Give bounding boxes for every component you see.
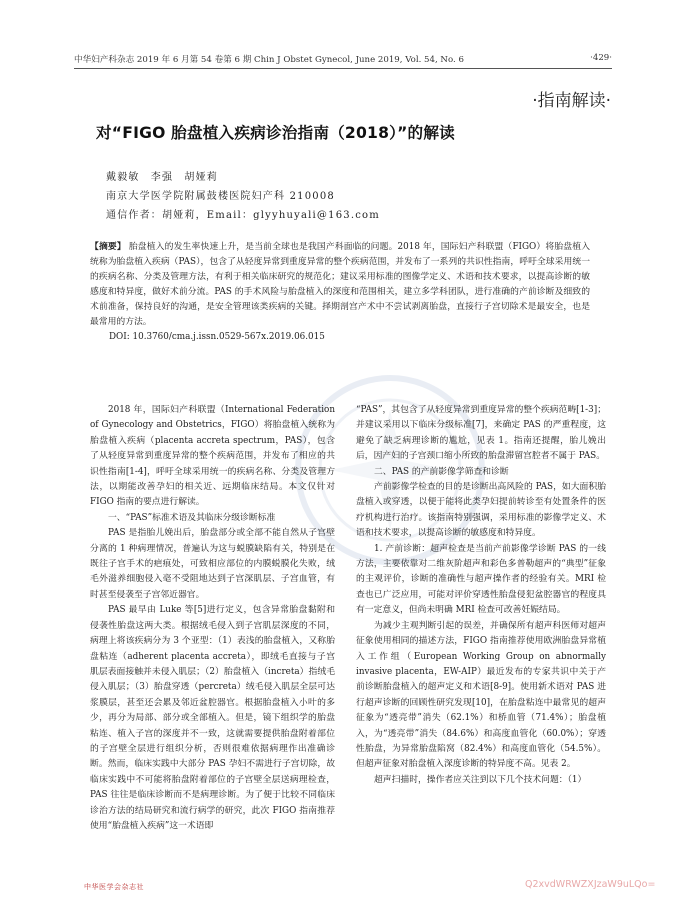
running-header xyxy=(74,50,612,69)
author-block xyxy=(106,168,380,225)
section-heading: 二、PAS 的产前影像学筛查和诊断 xyxy=(374,466,509,477)
section-heading: 一、“PAS”标准术语及其临床分级诊断标准 xyxy=(108,512,276,523)
paragraph: PAS 最早由 Luke 等[5]进行定义，包含异常胎盘黏附和侵袭性胎盘这两大类。根据绒毛侵入到子宫肌层深度的不同，病理上将该疾病分为 3 个亚型：（1）表浅的胎盘植入，又称胎盘粘连（adherent placenta accreta），即绒毛直接与子宫肌层表面接触并未侵入肌层；（2）胎盘植入（increta）指绒毛侵入肌层；（3）胎盘穿透（percreta）绒毛侵入肌层全层可达浆膜层，甚至还会累及邻近盆腔器官。根据胎盘植入小叶的多少，再分为局部、部分或全部植入。但是，镜下组织学的胎盘粘连、植入子宫的深度并不一致，这就需要提供胎盘附着部位的子宫壁全层进行组织分析，否则很难依据病理作出准确诊断。然而，临床实践中大部分 PAS 孕妇不需进行子宫切除，故临床实践中不可能将胎盘附着部位的子宫壁全层送病理检查，PAS 往往是临床诊断而不是病理诊断。为了便于比较不同临床诊治方法的结局研究和流行病学的研究，此次 FIGO 指南推荐使用“胎盘植入疾病”这一术语即 xyxy=(90,605,335,831)
abstract xyxy=(90,240,590,345)
abstract-label: 【摘要】 xyxy=(90,242,126,252)
doi: DOI: 10.3760/cma.j.issn.0529-567x.2019.06.015 xyxy=(109,332,325,342)
body-right-column xyxy=(356,403,606,788)
paragraph: 1. 产前诊断：超声检查是当前产前影像学诊断 PAS 的一线方法，主要依靠对二维灰阶超声和彩色多普勒超声的“典型”征象的主观评价，诊断的准确性与超声操作者的经验有关。MRI 检查也已广泛应用，可能对评价穿透性胎盘侵犯盆腔器官的程度具有一定意义，但尚未明确 MRI 检查可改善妊娠结局。 xyxy=(356,543,606,616)
column-label: ·指南解读· xyxy=(532,91,611,111)
paragraph: 2018 年，国际妇产科联盟（International Federation of Gynecology and Obstetrics，FIGO）将胎盘植入统称为胎盘植入疾病（placenta accreta spectrum，PAS），包含了从轻度异常到重度异常的整个疾病范围，并发布了相应的共识性指南[1-4]，呼吁全球采用统一的疾病名称、分类及管理方法，以期能改善孕妇的相关近、远期临床结局。本文仅针对 FIGO 指南的要点进行解读。 xyxy=(90,405,335,508)
correspondence: 通信作者：胡娅莉，Email：glyyhuyali@163.com xyxy=(106,210,380,221)
body-left-column xyxy=(90,403,335,834)
paragraph: PAS 是指胎儿娩出后，胎盘部分或全部不能自然从子宫壁分离的 1 种病理情况，普遍认为这与蜕膜缺陷有关，特别是在既往子宫手术的疤痕处，可致相应部位的内膜蜕膜化失败，绒毛外滋养细胞侵入毫不受阻地达到子宫深肌层、子宫血管，有时甚至侵袭至子宫邻近器官。 xyxy=(90,528,335,600)
footer-code: Q2xvdWRWZXJzaW9uLQo= xyxy=(525,879,656,890)
journal-citation: 中华妇产科杂志 2019 年 6 月第 54 卷第 6 期 Chin J Obstet Gynecol, June 2019, Vol. 54, No. 6 xyxy=(74,55,464,65)
article-title: 对“FIGO 胎盘植入疾病诊治指南（2018）”的解读 xyxy=(96,124,455,142)
paragraph: “PAS”，其包含了从轻度异常到重度异常的整个疾病范畴[1-3]；并建议采用以下临床分级标准[7]，来确定 PAS 的严重程度，这避免了缺乏病理诊断的尴尬，见表 1。指南还提醒，胎儿娩出后，因产妇的子宫颈口缩小所致的胎盘滞留宫腔者不属于 PAS。 xyxy=(356,405,606,462)
paragraph: 超声扫描时，操作者应关注到以下几个技术问题：（1） xyxy=(374,774,587,785)
author-names: 戴毅敏 李强 胡娅莉 xyxy=(106,172,218,183)
paragraph: 为减少主观判断引起的误差，并确保所有超声科医师对超声征象使用相同的描述方法，FIGO 指南推荐使用欧洲胎盘异常植入工作组（European Working Group on abnormally invasive placenta，EW-AIP）最近发布的专家共识中关于产前诊断胎盘植入的超声定义和术语[8-9]。使用新术语对 PAS 进行超声诊断的回顾性研究发现[10]，在胎盘粘连中最常见的超声征象为“透亮带”消失（62.1%）和桥血管（71.4%）；胎盘植入，为“透亮带”消失（84.6%）和高度血管化（60.0%）；穿透性胎盘，为异常胎盘陷窝（82.4%）和高度血管化（54.5%）。但超声征象对胎盘植入深度诊断的特异度不高。见表 2。 xyxy=(356,620,606,770)
paragraph: 产前影像学检查的目的是诊断出高风险的 PAS，如大面积胎盘植入或穿透，以便于能将此类孕妇提前转诊至有处置条件的医疗机构进行治疗。该指南特别强调，采用标准的影像学定义、术语和技术要求，以提高诊断的敏感度和特异度。 xyxy=(356,482,606,539)
author-affiliation: 南京大学医学院附属鼓楼医院妇产科 210008 xyxy=(106,191,335,202)
abstract-text: 胎盘植入的发生率快速上升，是当前全球也是我国产科面临的问题。2018 年，国际妇产科联盟（FIGO）将胎盘植入统称为胎盘植入疾病（PAS），包含了从轻度异常到重度异常的整个疾病范围，并发布了一系列的共识性指南，呼吁全球采用统一的疾病名称、分类及管理方法，有利于相关临床研究的规范化；建议采用标准的图像学定义、术语和技术要求，以提高诊断的敏感度和特异度，做好术前分流。PAS 的手术风险与胎盘植入的深度和范围相关，建立多学科团队，进行准确的产前诊断及细致的术前准备，保持良好的沟通，是安全管理该类疾病的关键。择期剖宫产术中不尝试剥离胎盘，直接行子宫切除术是最安全，也是最常用的方法。 xyxy=(90,242,591,327)
publisher-logo: 中华医学会杂志社 xyxy=(84,883,144,891)
page-number: ·429· xyxy=(590,53,612,63)
